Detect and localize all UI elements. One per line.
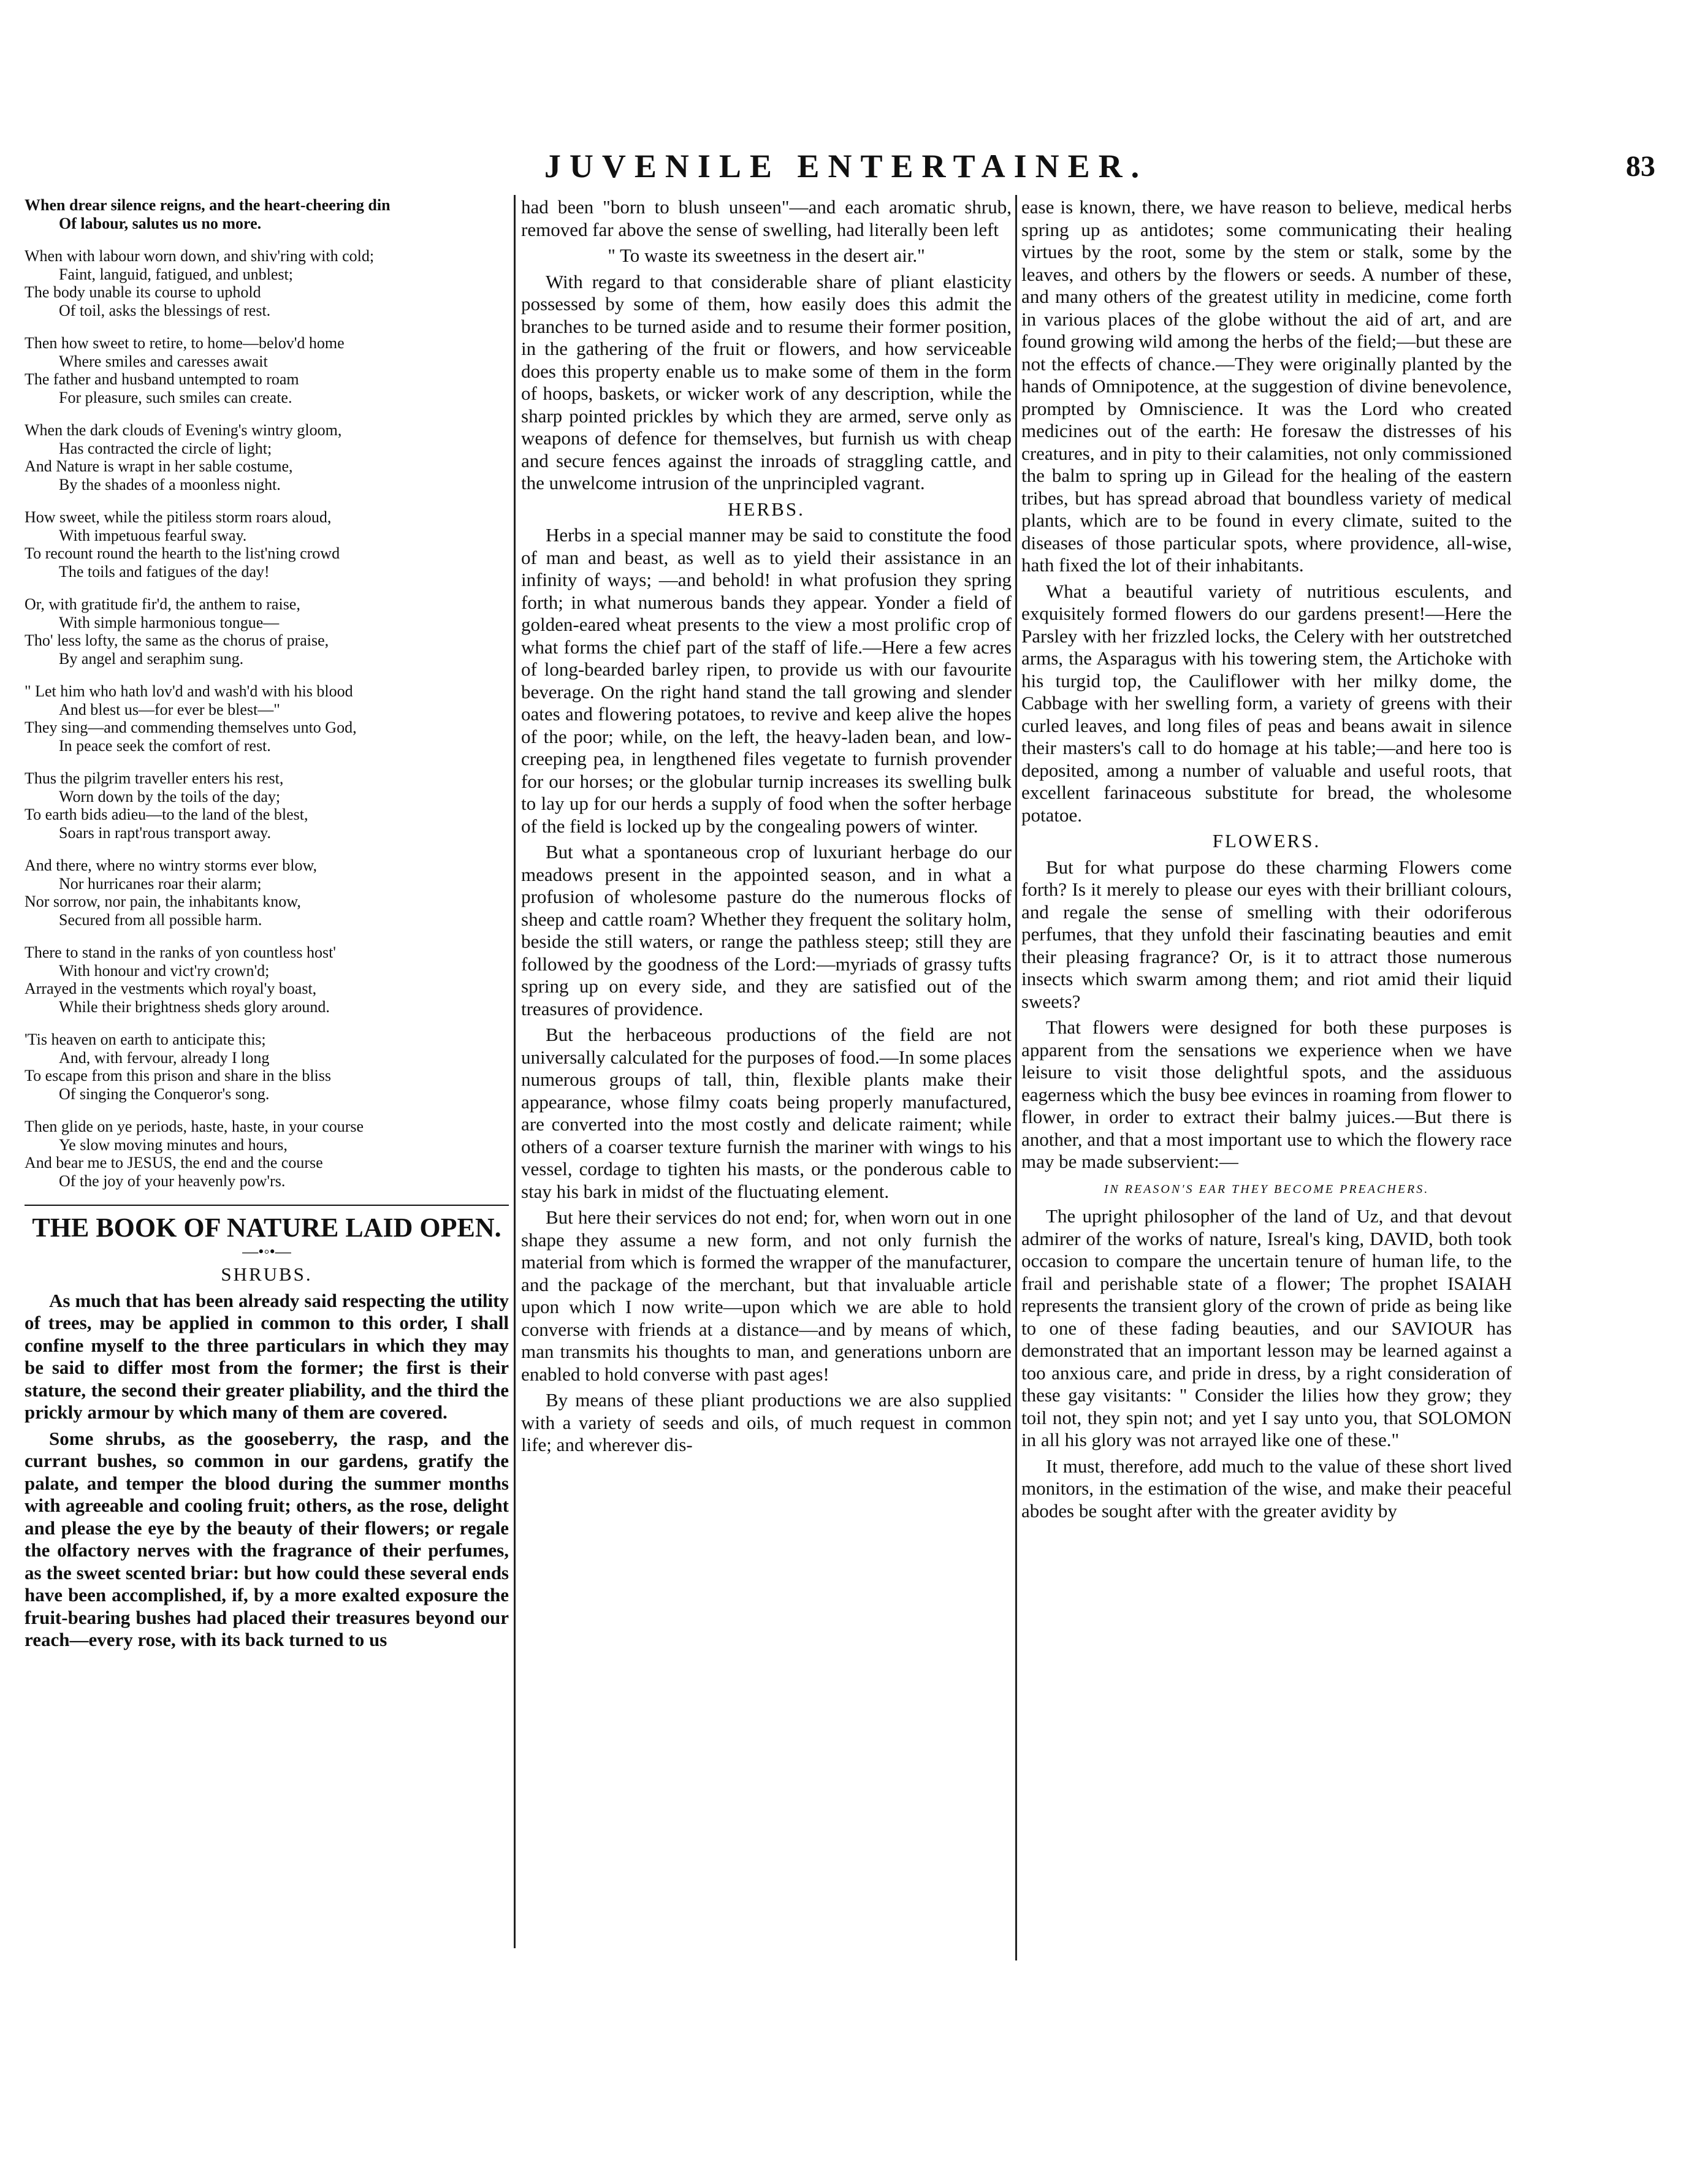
poem-line: Nor hurricanes roar their alarm; <box>59 874 262 893</box>
title-ornament: —•◦•— <box>242 1243 291 1260</box>
poem-stanza <box>25 1118 509 1190</box>
column-1 <box>25 196 509 1962</box>
poem-line: Soars in rapt'rous transport away. <box>59 823 271 842</box>
poem-line: They sing—and commending themselves unto God, <box>25 718 357 736</box>
shrubs-heading: SHRUBS. <box>221 1263 313 1285</box>
poem-line: 'Tis heaven on earth to anticipate this; <box>25 1031 266 1048</box>
poem-stanza <box>25 856 509 929</box>
poem-line: How sweet, while the pitiless storm roars aloud, <box>25 508 332 526</box>
preachers-subheading: IN REASON'S EAR THEY BECOME PREACHERS. <box>1104 1182 1430 1196</box>
poem-line: When drear silence reigns, and the heart-cheering din <box>25 196 391 214</box>
poem-line: Of singing the Conqueror's song. <box>59 1084 270 1103</box>
poem-line: " Let him who hath lov'd and wash'd with his blood <box>25 682 353 700</box>
paragraph: But for what purpose do these charming Flowers come forth? Is it merely to please our eyes with their brilliant colours, and regale the sense of smelling with their odoriferous perfumes, that they unfold their fascinating beauties and emit their pleasing fragrance? Or, is it to attract those numerous insects which swarm among them; and riot amid their liquid sweets? <box>1021 856 1512 1012</box>
poem-line: Has contracted the circle of light; <box>59 439 272 457</box>
poem-line: With simple harmonious tongue— <box>59 613 280 631</box>
poem-line: Tho' less lofty, the same as the chorus of praise, <box>25 631 329 649</box>
paragraph: By means of these pliant productions we are also supplied with a variety of seeds and oils, of much request in common life; and wherever dis- <box>521 1389 1012 1455</box>
poem-stanza <box>25 334 509 406</box>
paragraph: But the herbaceous productions of the field are not universally calculated for the purposes of food.—In some places numerous groups of tall, thin, flexible plants make their appearance, whose filmy coats being properly manufactured, are converted into the most costly and delicate raiment; while others of a coarser texture furnish the mariner with wings to his vessel, cordage to tighten his masts, or the ponderous cable to stay his bark in midst of the fluctuating element. <box>521 1024 1012 1202</box>
poem-line: To recount round the hearth to the list'ning crowd <box>25 544 340 562</box>
paragraph: The upright philosopher of the land of Uz, and that devout admirer of the works of nature, Isreal's king, DAVID, both took occasion to compare the uncertain tenure of human life, to the frail and perishable state of a flower; The prophet ISAIAH represents the transient glory of the crown of pride as being like to one of these fading beauties, and our SAVIOUR has demonstrated that an important lesson may be learned against a too anxious care, and pride in dress, by a right consideration of these gay visitants: " Consider the lilies how they grow; they toil not, they spin not; and yet I say unto you, that SOLOMON in all his glory was not arrayed like one of these." <box>1021 1205 1512 1450</box>
page-number: 83 <box>1626 150 1655 183</box>
running-title: JUVENILE ENTERTAINER. <box>544 148 1148 185</box>
paragraph: With regard to that considerable share of pliant elasticity possessed by some of them, how easily does this admit the branches to be turned aside and to resume their former position, in the gathering of the fruit or flowers, and how serviceable does this property enable us to make some of them in the form of hoops, baskets, or wicker work of any description, while the sharp pointed prickles by which they are armed, serve only as weapons of defence for themselves, but furnish us with cheap and secure fences against the inroads of straggling cattle, and the unwelcome intrusion of the unprincipled vagrant. <box>521 270 1012 493</box>
poem-line: Where smiles and caresses await <box>59 352 268 370</box>
poem-line: And, with fervour, already I long <box>59 1048 270 1067</box>
column-rule-right <box>1015 195 1017 1960</box>
poem-stanza <box>25 1031 509 1103</box>
poem-line: Worn down by the toils of the day; <box>59 787 281 806</box>
poem-line: Or, with gratitude fir'd, the anthem to raise, <box>25 595 300 613</box>
paragraph: But here their services do not end; for, when worn out in one shape they assume a new form, and not only furnish the material from which is formed the wrapper of the manufacturer, and the package of the merchant, but that invaluable article upon which I now write—upon which we are able to hold converse with friends at a distance—and by means of which, man transmits his thoughts to man, and generations unborn are enabled to hold converse with past ages! <box>521 1206 1012 1385</box>
poem-line: In peace seek the comfort of rest. <box>59 736 271 755</box>
poem-line: Of labour, salutes us no more. <box>59 214 262 232</box>
poem-line: And there, where no wintry storms ever blow, <box>25 856 318 874</box>
poem-line: The toils and fatigues of the day! <box>59 562 270 581</box>
paragraph: had been "born to blush unseen"—and each aromatic shrub, removed far above the sense of swelling, had literally been left <box>521 196 1012 240</box>
paragraph: Herbs in a special manner may be said to constitute the food of man and beast, as well as to yield their assistance in an infinity of ways; —and behold! in what profusion they spring forth; in what numerous bands they appear. Yonder a field of golden-eared wheat presents to the view a most prolific crop of what forms the chief part of the staff of life.—Here a few acres of long-bearded barley ripen, to provide us with our favourite beverage. On the right hand stand the tall growing and slender oates and flowering potatoes, to revive and keep alive the hopes of the poor; while, on the left, the heavy-laden bean, and low-creeping pea, in lengthened files vegetate to furnish provender for our horses; or the globular turnip increases its swelling bulk to lay up for our herds a supply of food when the softer herbage of the field is locked up by the congealing powers of winter. <box>521 524 1012 837</box>
poem-line: With impetuous fearful sway. <box>59 526 247 544</box>
poem-line: With honour and vict'ry crown'd; <box>59 961 270 980</box>
poem-line: Secured from all possible harm. <box>59 910 262 929</box>
poem-line: To earth bids adieu—to the land of the blest, <box>25 806 308 823</box>
poem-line: Nor sorrow, nor pain, the inhabitants know, <box>25 893 301 910</box>
poem-stanza <box>25 247 509 319</box>
herbs-heading: HERBS. <box>728 498 805 520</box>
paragraph: That flowers were designed for both these purposes is apparent from the sensations we experience when we have leisure to visit those delightful spots, and the assiduous eagerness which the busy bee evinces in roaming from flower to flower, in order to extract their balmy juices.—But there is another, and that a most important use to which the flowery race may be made subservient:— <box>1021 1016 1512 1172</box>
paragraph: Some shrubs, as the gooseberry, the rasp, and the currant bushes, so common in our gardens, gratify the palate, and temper the blood during the summer months with agreeable and cooling fruit; others, as the rose, delight and please the eye by the beauty of their flowers; or regale the olfactory nerves with the fragrance of their perfumes, as the sweet scented briar: but how could these several ends have been accomplished, if, by a more exalted exposure the fruit-bearing bushes had placed their treasures beyond our reach—every rose, with its back turned to us <box>25 1427 509 1650</box>
column-rule-left <box>514 195 516 1948</box>
flowers-heading: FLOWERS. <box>1212 830 1321 852</box>
quotation: " To waste its sweetness in the desert air." <box>608 245 925 266</box>
poem <box>25 196 509 1190</box>
poem-line: When the dark clouds of Evening's wintry gloom, <box>25 421 342 439</box>
poem-line: By angel and seraphim sung. <box>59 649 244 668</box>
article-title: THE BOOK OF NATURE LAID OPEN. <box>25 1205 509 1244</box>
paragraph: What a beautiful variety of nutritious esculents, and exquisitely formed flowers do our gardens present!—Here the Parsley with her frizzled locks, the Celery with her outstretched arms, the Asparagus with his towering stem, the Artichoke with his turgid top, the Cauliflower with her milky dome, the Cabbage with her swelling form, a variety of greens with their curled leaves, and long files of peas and beans await in silence their masters's call to do homage at his table;—and here too is deposited, among a number of valuable and useful roots, that excellent farinaceous substitute for bread, the wholesome potatoe. <box>1021 580 1512 826</box>
poem-stanza <box>25 682 509 755</box>
poem-stanza <box>25 595 509 668</box>
page-header <box>25 147 1668 190</box>
poem-stanza <box>25 769 509 842</box>
paragraph: But what a spontaneous crop of luxuriant herbage do our meadows present in the appointed season, and in what a profusion of wholesome pasture do the numerous flocks of sheep and cattle roam? Whether they frequent the solitary holm, beside the still waters, or range the pathless steep; still they are followed by the goodness of the Lord:—myriads of grassy tufts spring up on every side, and they are satisfied out of the treasures of providence. <box>521 841 1012 1019</box>
poem-line: There to stand in the ranks of yon countless host' <box>25 943 336 961</box>
poem-line: Of the joy of your heavenly pow'rs. <box>59 1172 286 1190</box>
poem-line: Arrayed in the vestments which royal'y boast, <box>25 980 317 997</box>
paragraph: It must, therefore, add much to the value of these short lived monitors, in the estimation of the wise, and make their peaceful abodes be sought after with the greater avidity by <box>1021 1455 1512 1522</box>
paragraph: As much that has been already said respecting the utility of trees, may be applied in common to this order, I shall confine myself to the three particulars in which they may be said to differ most from the former; the first is their stature, the second their greater pliability, and the third the prickly armour by which many of them are covered. <box>25 1289 509 1423</box>
poem-line: Then glide on ye periods, haste, haste, in your course <box>25 1118 364 1135</box>
poem-line: By the shades of a moonless night. <box>59 475 281 493</box>
poem-line: Thus the pilgrim traveller enters his rest, <box>25 769 284 787</box>
poem-line: Ye slow moving minutes and hours, <box>59 1135 288 1154</box>
poem-line: Of toil, asks the blessings of rest. <box>59 301 271 319</box>
poem-stanza <box>25 943 509 1016</box>
poem-line: Then how sweet to retire, to home—belov'd home <box>25 334 345 352</box>
poem-line: The body unable its course to uphold <box>25 283 261 301</box>
column-2 <box>521 196 1012 1962</box>
poem-line: To escape from this prison and share in the bliss <box>25 1067 332 1084</box>
poem-line: When with labour worn down, and shiv'ring with cold; <box>25 247 375 265</box>
poem-line: Faint, languid, fatigued, and unblest; <box>59 265 293 283</box>
poem-line: For pleasure, such smiles can create. <box>59 388 292 406</box>
poem-stanza <box>25 196 509 232</box>
poem-line: While their brightness sheds glory around. <box>59 997 330 1016</box>
poem-line: And bear me to JESUS, the end and the course <box>25 1154 323 1172</box>
poem-stanza <box>25 508 509 581</box>
poem-line: And Nature is wrapt in her sable costume, <box>25 457 293 475</box>
poem-stanza <box>25 421 509 493</box>
column-3 <box>1021 196 1512 1962</box>
poem-line: And blest us—for ever be blest—" <box>59 700 280 718</box>
poem-line: The father and husband untempted to roam <box>25 370 299 388</box>
paragraph: ease is known, there, we have reason to believe, medical herbs spring up as antidotes; some communicating their healing virtues by the root, some by the stem or stalk, some by the leaves, and others by the flowers or seeds. A number of these, and many others of the greatest utility in medicine, come forth in various places of the globe without the aid of art, and are found growing wild among the herbs of the field;—but these are not the effects of chance.—They were originally planted by the hands of Omnipotence, at the suggestion of divine benevolence, prompted by Omniscience. It was the Lord who created medicines out of the earth: He foresaw the distresses of his creatures, and in pity to their calamities, not only commissioned the balm to spring up in Gilead for the healing of the eastern tribes, but has spread abroad that boundless variety of medical plants, which are to be found in every climate, suited to the diseases of those particular spots, where providence, all-wise, hath fixed the lot of their inhabitants. <box>1021 196 1512 576</box>
